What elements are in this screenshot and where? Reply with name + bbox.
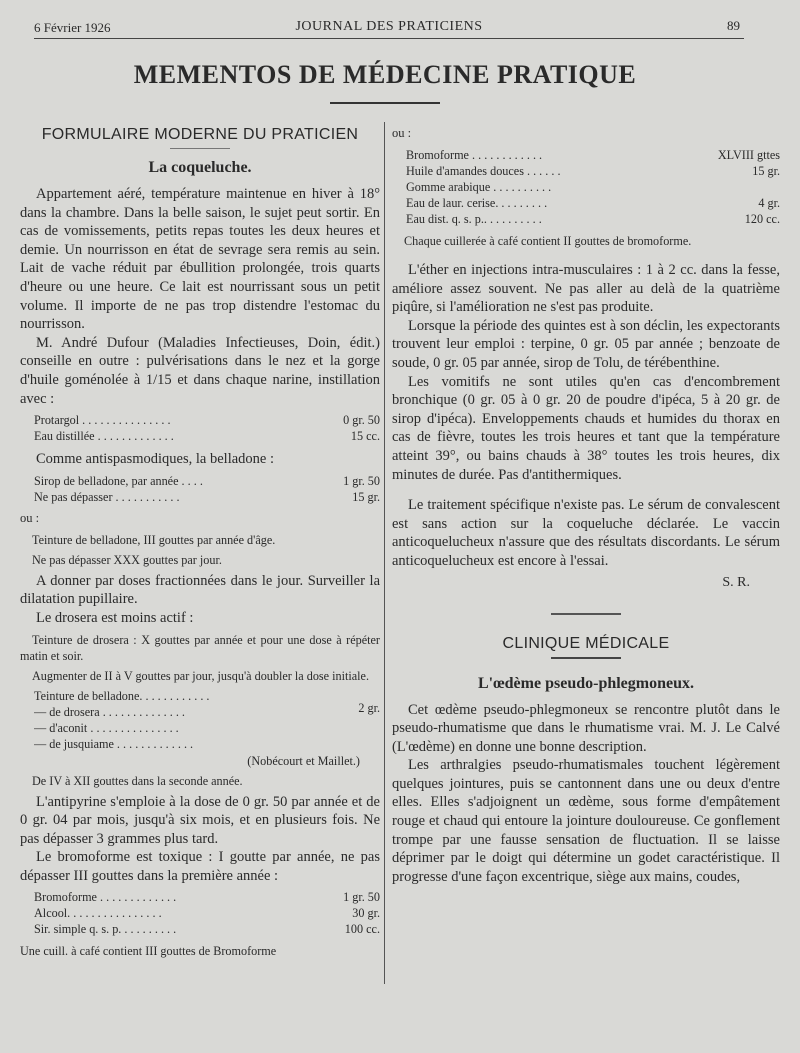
paragraph: L'antipyrine s'emploie à la dose de 0 gr. 50 par année et de 0 gr. 04 par mois, jusqu'à six mois, et en plusieurs fois. Ne pas dépasser 3 grammes plus tard.	[20, 793, 380, 847]
column-divider	[384, 122, 385, 984]
small-note: Ne pas dépasser XXX gouttes par jour.	[32, 552, 222, 567]
prescription-row: Huile d'amandes douces . . . . . . 15 gr.	[406, 164, 780, 178]
small-note: Une cuill. à café contient III gouttes de Bromoforme	[20, 944, 277, 959]
prescription-row: Eau distillée . . . . . . . . . . . . . 15 cc.	[34, 429, 380, 444]
prescription-row: Eau dist. q. s. p.. . . . . . . . . . 120 cc.	[406, 212, 780, 226]
paragraph: Les arthralgies pseudo-rhumatismales touchent légèrement quelques jointures, puis se cantonnent dans une ou deux d'entre elles. Elles s'adjoignent un œdème, sous forme d'empâtement rouge et chaud qui entoure la jointure douloureuse. Ce gonflement trompe par une fausse sensation de fluctuation. Il se laisse déprimer par le doigt qui détermine un godet caractéristique. Il progresse d'une façon excentrique, siège aux mains, coudes,	[392, 757, 780, 885]
header-date: 6 Février 1926	[34, 20, 111, 35]
paragraph: Lorsque la période des quintes est à son déclin, les expectorants trouvent leur emploi : terpine, 0 gr. 05 par année ; benzoate de soude, 0 gr. 05 par année, sirop de Tolu, de térébenthine.	[392, 317, 780, 371]
prescription-row: — de jusquiame . . . . . . . . . . . . .	[34, 736, 194, 751]
small-note: Teinture de drosera : X gouttes par année et pour une dose à répéter matin et soir.	[20, 632, 380, 663]
paragraph: Le traitement spécifique n'existe pas. Le sérum de convalescent est sans action sur la coqueluche déclarée. Le vaccin anticoquelucheux n'assure que des résultats discordants. Le sérum anticoquelucheux est encore à l'essai.	[392, 497, 780, 569]
journal-name: JOURNAL DES PRATICIENS	[295, 19, 483, 34]
paragraph: Appartement aéré, température maintenue en hiver à 18° dans la chambre. Dans la belle saison, le sujet peut sortir. En cas de vomissements, petits repas toutes les deux heures et demie. Un nourrisson en état de sevrage sera remis au sein. Lait de vache réduit par ébullition prolongée, trois quarts d'heure ou une heure. Ce lait est nourrissant sous un petit volume. Il importe de ne pas trop distendre l'estomac du nourrisson.	[20, 186, 380, 333]
prescription-row: — d'aconit . . . . . . . . . . . . . . .	[34, 720, 179, 735]
paragraph: Comme antispasmodiques, la belladone :	[36, 451, 274, 468]
page-number: 89	[727, 18, 740, 33]
article-title-oedeme: L'œdème pseudo-phlegmoneux.	[477, 674, 695, 692]
prescription-row: Bromoforme . . . . . . . . . . . . XLVIII gttes	[406, 148, 780, 162]
right-column	[392, 118, 780, 886]
paragraph: Cet œdème pseudo-phlegmoneux se rencontre plutôt dans le pseudo-rhumatisme que dans le rhumatisme vrai. M. J. Le Calvé (L'œdème) en donne une bonne description.	[392, 701, 780, 755]
section-heading-clinique: CLINIQUE MÉDICALE	[502, 634, 670, 652]
page-title: MEMENTOS DE MÉDECINE PRATIQUE	[133, 60, 637, 89]
prescription-row: Bromoforme . . . . . . . . . . . . . 1 gr. 50	[34, 890, 380, 905]
paragraph: Les vomitifs ne sont utiles qu'en cas d'encombrement bronchique (0 gr. 05 à 0 gr. 20 de poudre d'ipéca, 5 à 20 gr. de sirop d'ipéca). Enveloppements chauds et humides du thorax en cas de fièvre, toutes les trois heures et tant que la température atteint 39°, ou bains chauds à 38° toutes les trois heures, dix minutes de durée. Pas d'antithermiques.	[392, 373, 780, 483]
prescription-row: Sir. simple q. s. p. . . . . . . . . . 100 cc.	[34, 922, 380, 937]
small-note: Augmenter de II à V gouttes par jour, jusqu'à doubler la dose initiale.	[32, 668, 370, 683]
running-header	[34, 18, 744, 39]
section-rule	[551, 657, 621, 659]
small-note: Teinture de belladone, III gouttes par année d'âge.	[32, 532, 276, 547]
section-rule	[170, 148, 230, 149]
signature: S. R.	[722, 574, 750, 590]
article-title-coqueluche: La coqueluche.	[148, 159, 252, 176]
paragraph: L'éther en injections intra-musculaires : 1 à 2 cc. dans la fesse, améliore assez souvent. Ne pas aller au delà de la quatrième piqûre, si l'amélioration ne s'est pas produite.	[392, 262, 780, 316]
prescription-row: Sirop de belladone, par année . . . . 1 gr. 50	[34, 473, 380, 488]
prescription-row: Ne pas dépasser . . . . . . . . . . . 15 gr.	[34, 489, 380, 504]
title-rule	[330, 102, 440, 104]
ou-label: ou :	[392, 126, 412, 140]
ou-label: ou :	[20, 510, 40, 525]
section-heading-formulaire: FORMULAIRE MODERNE DU PRATICIEN	[41, 126, 359, 143]
section-divider	[551, 613, 621, 615]
prescription-teintures	[34, 688, 380, 752]
prescription-belladone	[34, 473, 380, 505]
left-column	[20, 118, 380, 963]
small-note: De IV à XII gouttes dans la seconde année.	[32, 773, 243, 788]
prescription-bromoforme-2	[406, 147, 780, 227]
prescription-bromoforme	[34, 889, 380, 937]
brace-dose: 2 gr.	[358, 700, 380, 715]
prescription-row: Gomme arabique . . . . . . . . . .	[406, 180, 552, 194]
prescription-row: — de drosera . . . . . . . . . . . . . .	[34, 704, 185, 719]
prescription-row: Alcool. . . . . . . . . . . . . . . . 30 gr.	[34, 906, 380, 921]
paragraph: M. André Dufour (Maladies Infectieuses, Doin, édit.) conseille en outre : pulvérisations dans le nez et la gorge d'huile goménolée à 1/15 et dans chaque narine, instillation avec :	[20, 334, 380, 407]
attribution: (Nobécourt et Maillet.)	[247, 753, 360, 768]
paragraph: Le bromoforme est toxique : I goutte par année, ne pas dépasser III gouttes dans la première année :	[20, 849, 380, 884]
prescription-row: Teinture de belladone. . . . . . . . . . . .	[34, 688, 210, 703]
prescription-row: Eau de laur. cerise. . . . . . . . . 4 gr.	[406, 196, 780, 210]
paragraph: A donner par doses fractionnées dans le jour. Surveiller la dilatation pupillaire.	[20, 572, 380, 608]
prescription-protargol	[34, 412, 380, 444]
paragraph: Le drosera est moins actif :	[36, 609, 194, 626]
prescription-row: Protargol . . . . . . . . . . . . . . . 0 gr. 50	[34, 413, 380, 428]
small-note: Chaque cuillerée à café contient II gouttes de bromoforme.	[404, 234, 692, 248]
